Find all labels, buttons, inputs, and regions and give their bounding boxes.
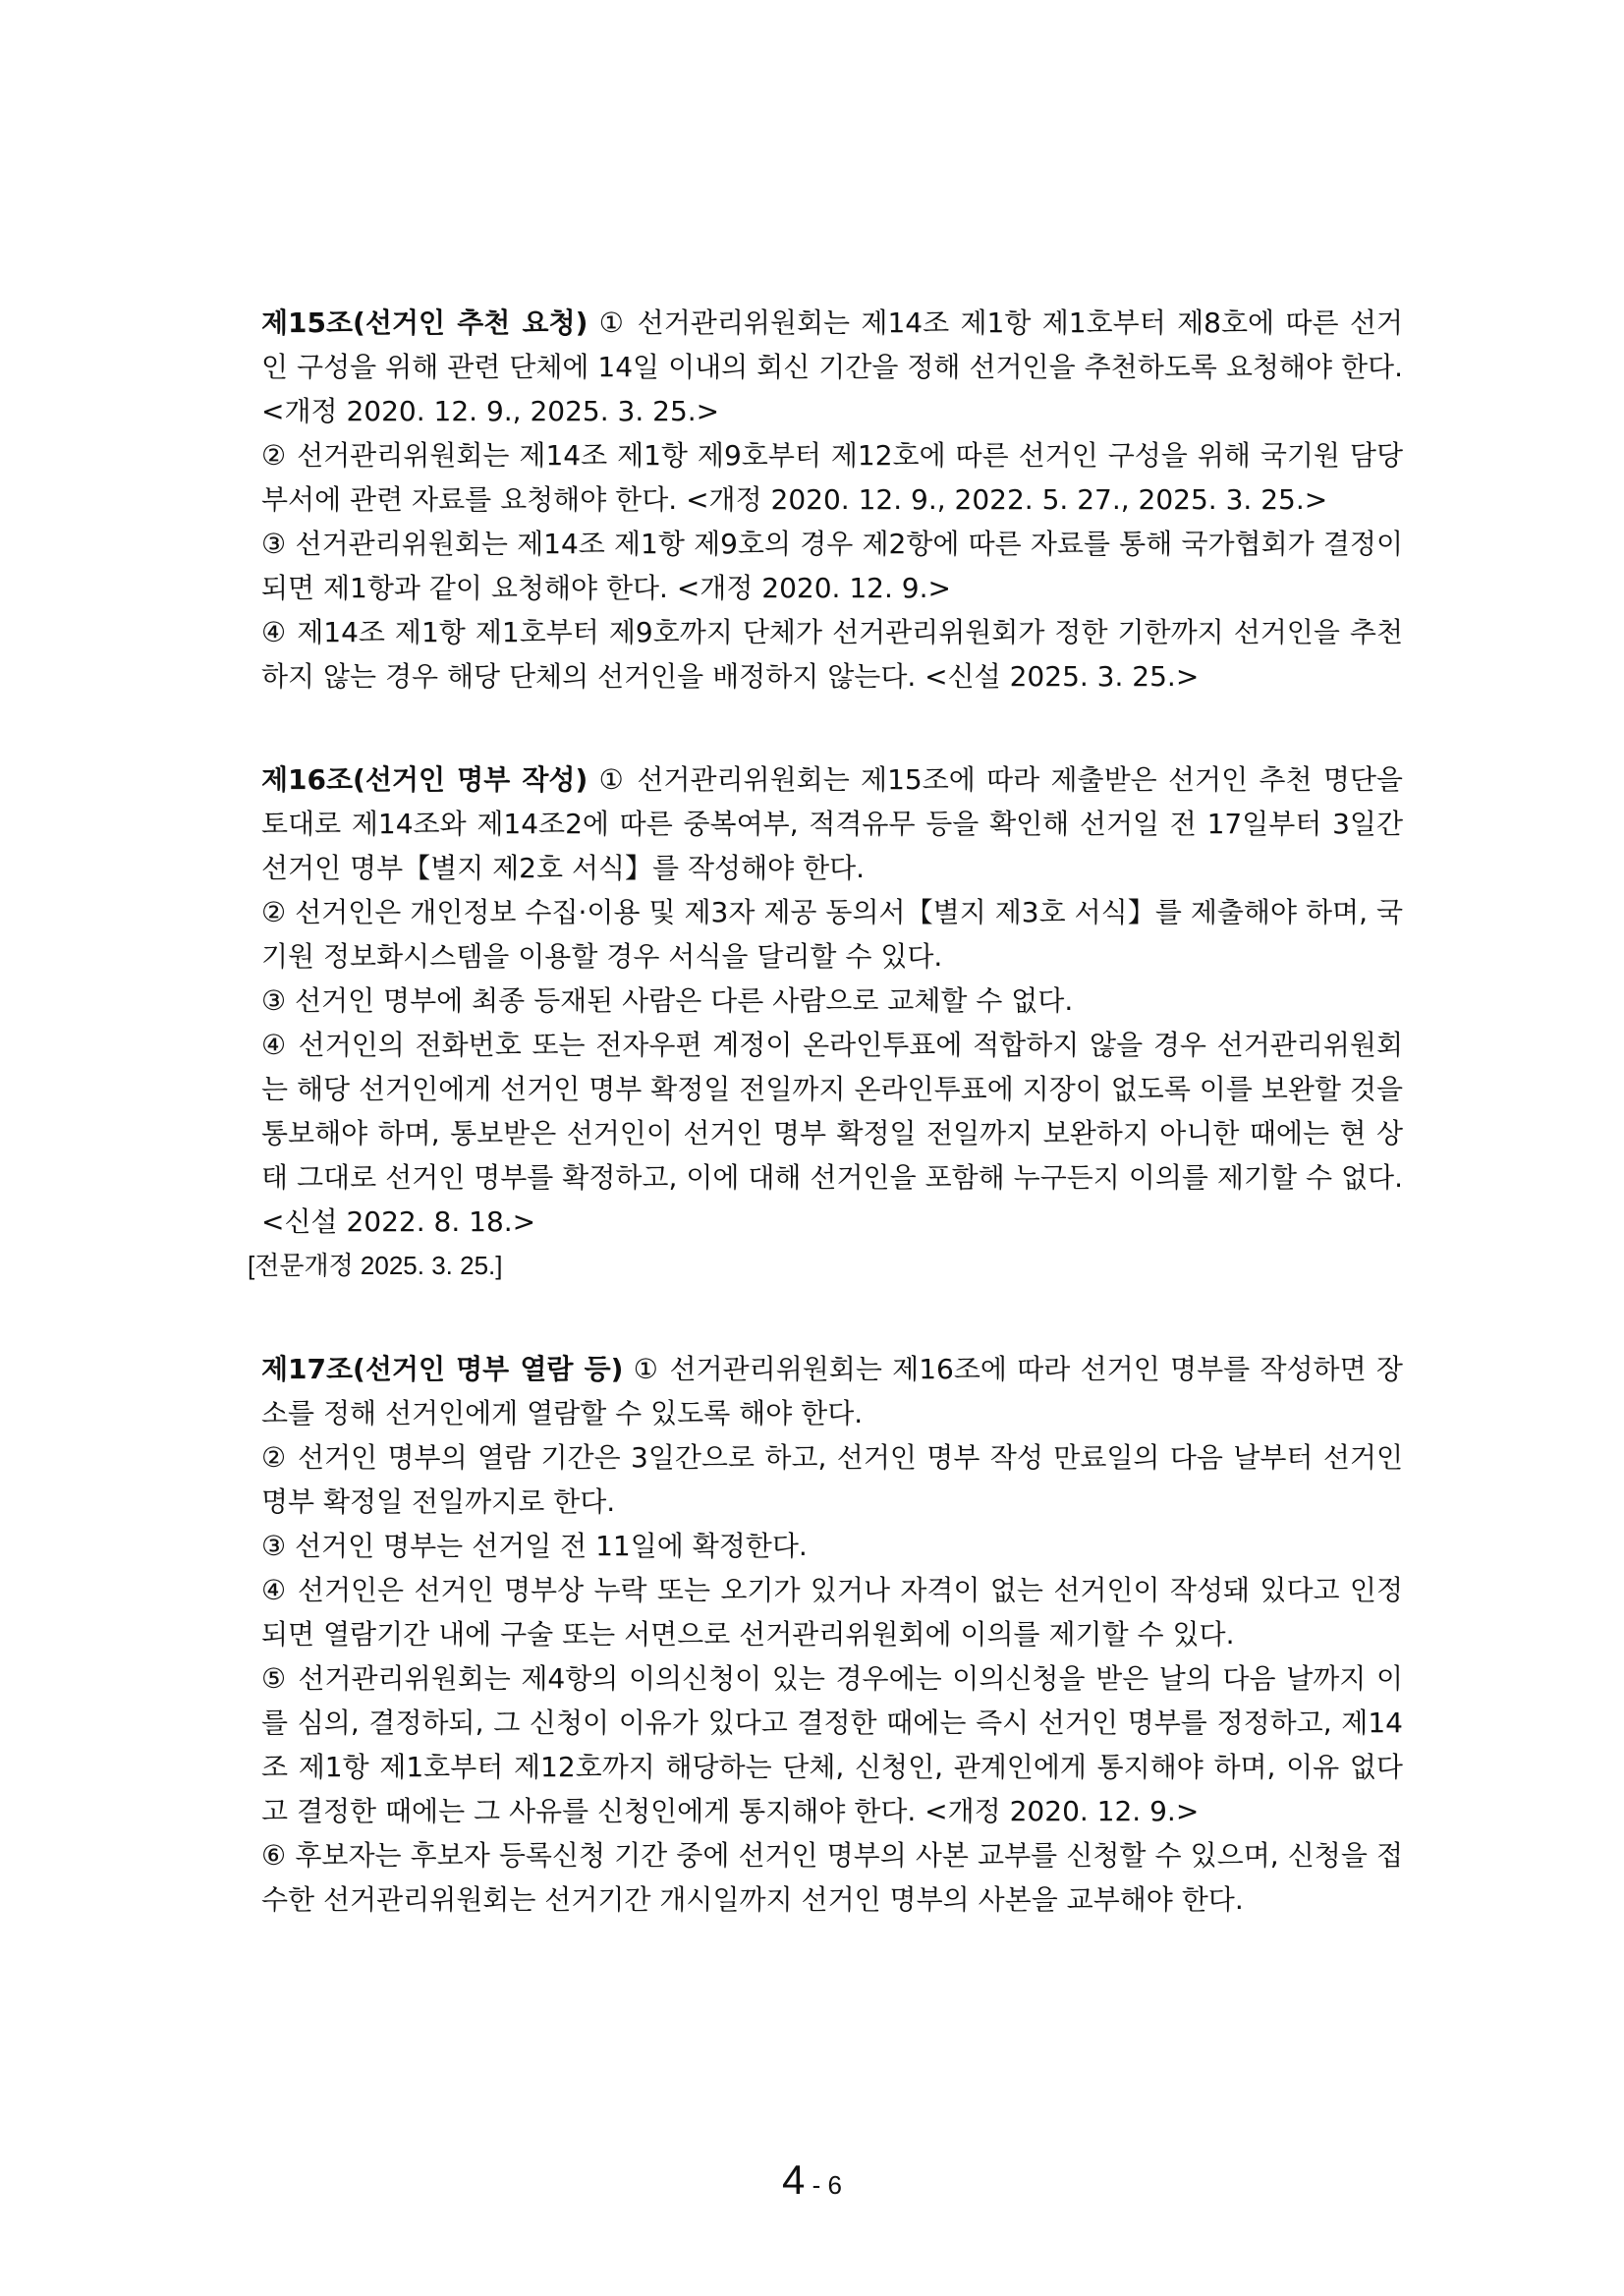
page-number (0, 2156, 1624, 2204)
article-17-paragraph-1 (236, 1347, 1403, 1435)
article-15-paragraph-1 (236, 301, 1403, 433)
article-16 (236, 757, 1403, 1288)
page-number-separator: - (805, 2170, 828, 2200)
page-number-page: 6 (827, 2170, 842, 2200)
article-17-paragraph-5: ⑤ 선거관리위원회는 제4항의 이의신청이 있는 경우에는 이의신청을 받은 날의 다음 날까지 이를 심의, 결정하되, 그 신청이 이유가 있다고 결정한 때에는 즉시 선거인 명부를 정정하고, 제14조 제1항 제1호부터 제12호까지 해당하는 단체, 신청인, 관계인에게 통지해야 하며, 이유 없다고 결정한 때에는 그 사유를 신청인에게 통지해야 한다. <개정 2020. 12. 9.> (261, 1662, 1403, 1827)
article-17-paragraph-4: ④ 선거인은 선거인 명부상 누락 또는 오기가 있거나 자격이 없는 선거인이 작성돼 있다고 인정되면 열람기간 내에 구술 또는 서면으로 선거관리위원회에 이의를 제기할 수 있다. (261, 1574, 1403, 1651)
article-16-revision-note: [전문개정 2025. 3. 25.] (248, 1251, 503, 1280)
article-15-paragraph-3: ③ 선거관리위원회는 제14조 제1항 제9호의 경우 제2항에 따른 자료를 통해 국가협회가 결정이 되면 제1항과 같이 요청해야 한다. <개정 2020. 12. 9.> (261, 528, 1403, 604)
page-number-chapter: 4 (782, 2156, 806, 2203)
article-16-heading: 제16조(선거인 명부 작성) (261, 763, 588, 796)
article-17-paragraph-3: ③ 선거인 명부는 선거일 전 11일에 확정한다. (261, 1530, 808, 1562)
article-17-paragraph-1-text: ① 선거관리위원회는 제16조에 따라 선거인 명부를 작성하면 장소를 정해 선거인에게 열람할 수 있도록 해야 한다. (261, 1353, 1403, 1429)
article-16-paragraph-2: ② 선거인은 개인정보 수집·이용 및 제3자 제공 동의서【별지 제3호 서식】를 제출해야 하며, 국기원 정보화시스템을 이용할 경우 서식을 달리할 수 있다. (261, 896, 1403, 973)
article-16-paragraph-3: ③ 선거인 명부에 최종 등재된 사람은 다른 사람으로 교체할 수 없다. (261, 984, 1074, 1017)
article-17-heading: 제17조(선거인 명부 열람 등) (261, 1353, 624, 1385)
article-15-paragraph-4: ④ 제14조 제1항 제1호부터 제9호까지 단체가 선거관리위원회가 정한 기한까지 선거인을 추천하지 않는 경우 해당 단체의 선거인을 배정하지 않는다. <신설 2025. 3. 25.> (261, 616, 1403, 693)
article-17-paragraph-2: ② 선거인 명부의 열람 기간은 3일간으로 하고, 선거인 명부 작성 만료일의 다음 날부터 선거인 명부 확정일 전일까지로 한다. (261, 1441, 1403, 1518)
article-17 (236, 1347, 1403, 1922)
article-15-heading: 제15조(선거인 추천 요청) (261, 307, 588, 339)
article-16-paragraph-4: ④ 선거인의 전화번호 또는 전자우편 계정이 온라인투표에 적합하지 않을 경우 선거관리위원회는 해당 선거인에게 선거인 명부 확정일 전일까지 온라인투표에 지장이 없도록 이를 보완할 것을 통보해야 하며, 통보받은 선거인이 선거인 명부 확정일 전일까지 보완하지 아니한 때에는 현 상태 그대로 선거인 명부를 확정하고, 이에 대해 선거인을 포함해 누구든지 이의를 제기할 수 없다. <신설 2022. 8. 18.> (261, 1029, 1403, 1238)
article-15-paragraph-2: ② 선거관리위원회는 제14조 제1항 제9호부터 제12호에 따른 선거인 구성을 위해 국기원 담당부서에 관련 자료를 요청해야 한다. <개정 2020. 12. 9., 2022. 5. 27., 2025. 3. 25.> (261, 439, 1403, 516)
article-15-paragraph-1-text: ① 선거관리위원회는 제14조 제1항 제1호부터 제8호에 따른 선거인 구성을 위해 관련 단체에 14일 이내의 회신 기간을 정해 선거인을 추천하도록 요청해야 한다. <개정 2020. 12. 9., 2025. 3. 25.> (261, 307, 1403, 427)
document-body (236, 301, 1403, 1981)
article-17-paragraph-6: ⑥ 후보자는 후보자 등록신청 기간 중에 선거인 명부의 사본 교부를 신청할 수 있으며, 신청을 접수한 선거관리위원회는 선거기간 개시일까지 선거인 명부의 사본을 교부해야 한다. (261, 1839, 1403, 1916)
article-16-paragraph-1-text: ① 선거관리위원회는 제15조에 따라 제출받은 선거인 추천 명단을 토대로 제14조와 제14조2에 따른 중복여부, 적격유무 등을 확인해 선거일 전 17일부터 3일간 선거인 명부【별지 제2호 서식】를 작성해야 한다. (261, 763, 1403, 884)
article-16-paragraph-1 (236, 757, 1403, 890)
article-15 (236, 301, 1403, 699)
